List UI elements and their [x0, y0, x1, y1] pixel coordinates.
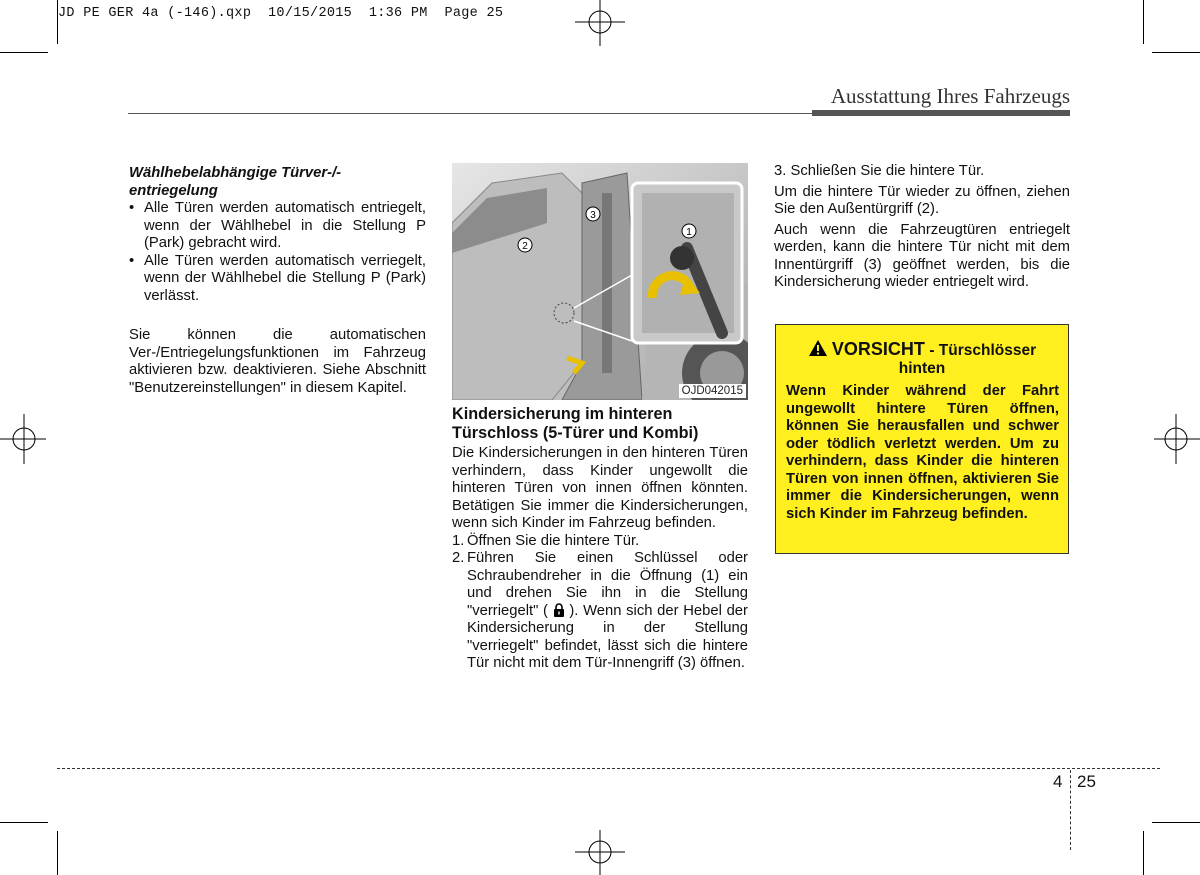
- chapter-number: 4: [1053, 772, 1063, 791]
- warning-body: Wenn Kinder während der Fahrt ungewollt hintere Türen öffnen, können Sie herausfallen und schwer oder tödlich verletzt werden. Um zu verhindern, dass Kinder die hinteren Türen von innen öffnen, aktivieren Sie immer die Kindersicherungen, wenn sich Kinder im Fahrzeug befinden.: [786, 383, 1059, 522]
- registration-mark-right: [1152, 412, 1200, 466]
- car-door-image: [452, 163, 748, 400]
- svg-text:2: 2: [522, 241, 528, 252]
- header-rule-thick: [812, 110, 1070, 116]
- callout-3: [586, 207, 600, 221]
- footer-divider: [1070, 770, 1071, 850]
- svg-text:1: 1: [686, 227, 692, 238]
- registration-mark-bottom: [573, 828, 627, 875]
- left-heading: Wählhebelabhängige Türver-/-entriegelung: [129, 165, 342, 199]
- registration-mark-top: [573, 0, 627, 48]
- step-3: 3. Schließen Sie die hintere Tür.: [774, 163, 985, 179]
- footer-rule: [57, 768, 1160, 769]
- callout-2: [518, 238, 532, 252]
- warning-title: VORSICHT - Türschlösser hinten: [776, 339, 1068, 378]
- reopen-paragraph: Um die hintere Tür wieder zu öffnen, ziehen Sie den Außentürgriff (2).: [774, 183, 1070, 217]
- settings-paragraph: Sie können die automatischen Ver-/Entriegelungsfunktionen im Fahrzeug aktivieren bzw. deaktivieren. Siehe Abschnitt "Benutzereinstellungen" in diesem Kapitel.: [129, 327, 426, 396]
- middle-column: [452, 405, 748, 673]
- lock-icon: [553, 603, 565, 617]
- header-rule: [128, 113, 812, 114]
- section-title: Ausstattung Ihres Fahrzeugs: [830, 84, 1070, 108]
- step-item: 1. Öffnen Sie die hintere Tür.: [452, 532, 640, 549]
- callout-1: [682, 224, 696, 238]
- bullet-icon: •: [129, 252, 135, 269]
- child-lock-illustration: [452, 163, 748, 400]
- bullet-item: • Alle Türen werden automatisch verriegelt, wenn der Wählhebel die Stellung P (Park) verlässt.: [129, 252, 426, 304]
- child-lock-intro: Die Kindersicherungen in den hinteren Türen verhindern, dass Kinder ungewollt die hinteren Türen von innen öffnen könnten. Betätigen Sie immer die Kindersicherungen, wenn sich Kinder im Fahrzeug befinden.: [452, 445, 748, 531]
- warning-box: [775, 324, 1069, 554]
- unlock-paragraph: Auch wenn die Fahrzeugtüren entriegelt werden, kann die hintere Tür nicht mit dem Innentürgriff (3) geöffnet werden, bis die Kindersicherung wieder entriegelt wird.: [774, 221, 1070, 290]
- svg-text:3: 3: [590, 210, 596, 221]
- page-number: 25: [1077, 772, 1096, 791]
- bullet-item: • Alle Türen werden automatisch entriegelt, wenn der Wählhebel in die Stellung P (Park) gebracht wird.: [129, 200, 426, 251]
- figure-code: OJD042015: [679, 384, 746, 398]
- warning-triangle-icon: [808, 339, 828, 357]
- bullet-icon: •: [129, 200, 135, 216]
- child-lock-heading: Kindersicherung im hinteren Türschloss (5-Türer und Kombi): [452, 405, 699, 442]
- step-item: 2. Führen Sie einen Schlüssel oder Schraubendreher in die Öffnung (1) ein und drehen Sie ihn in die Stellung "verriegelt" ( ). Wenn sich der Hebel der Kindersicherung in der Stellung "verriegelt" befindet, lässt sich die hintere Tür nicht mit dem Tür-Innengriff (3) öffnen.: [452, 550, 748, 671]
- left-column: [129, 165, 426, 397]
- print-slug: JD PE GER 4a (-146).qxp 10/15/2015 1:36 PM Page 25: [58, 6, 504, 21]
- right-column: [774, 163, 1070, 292]
- registration-mark-left: [0, 412, 48, 466]
